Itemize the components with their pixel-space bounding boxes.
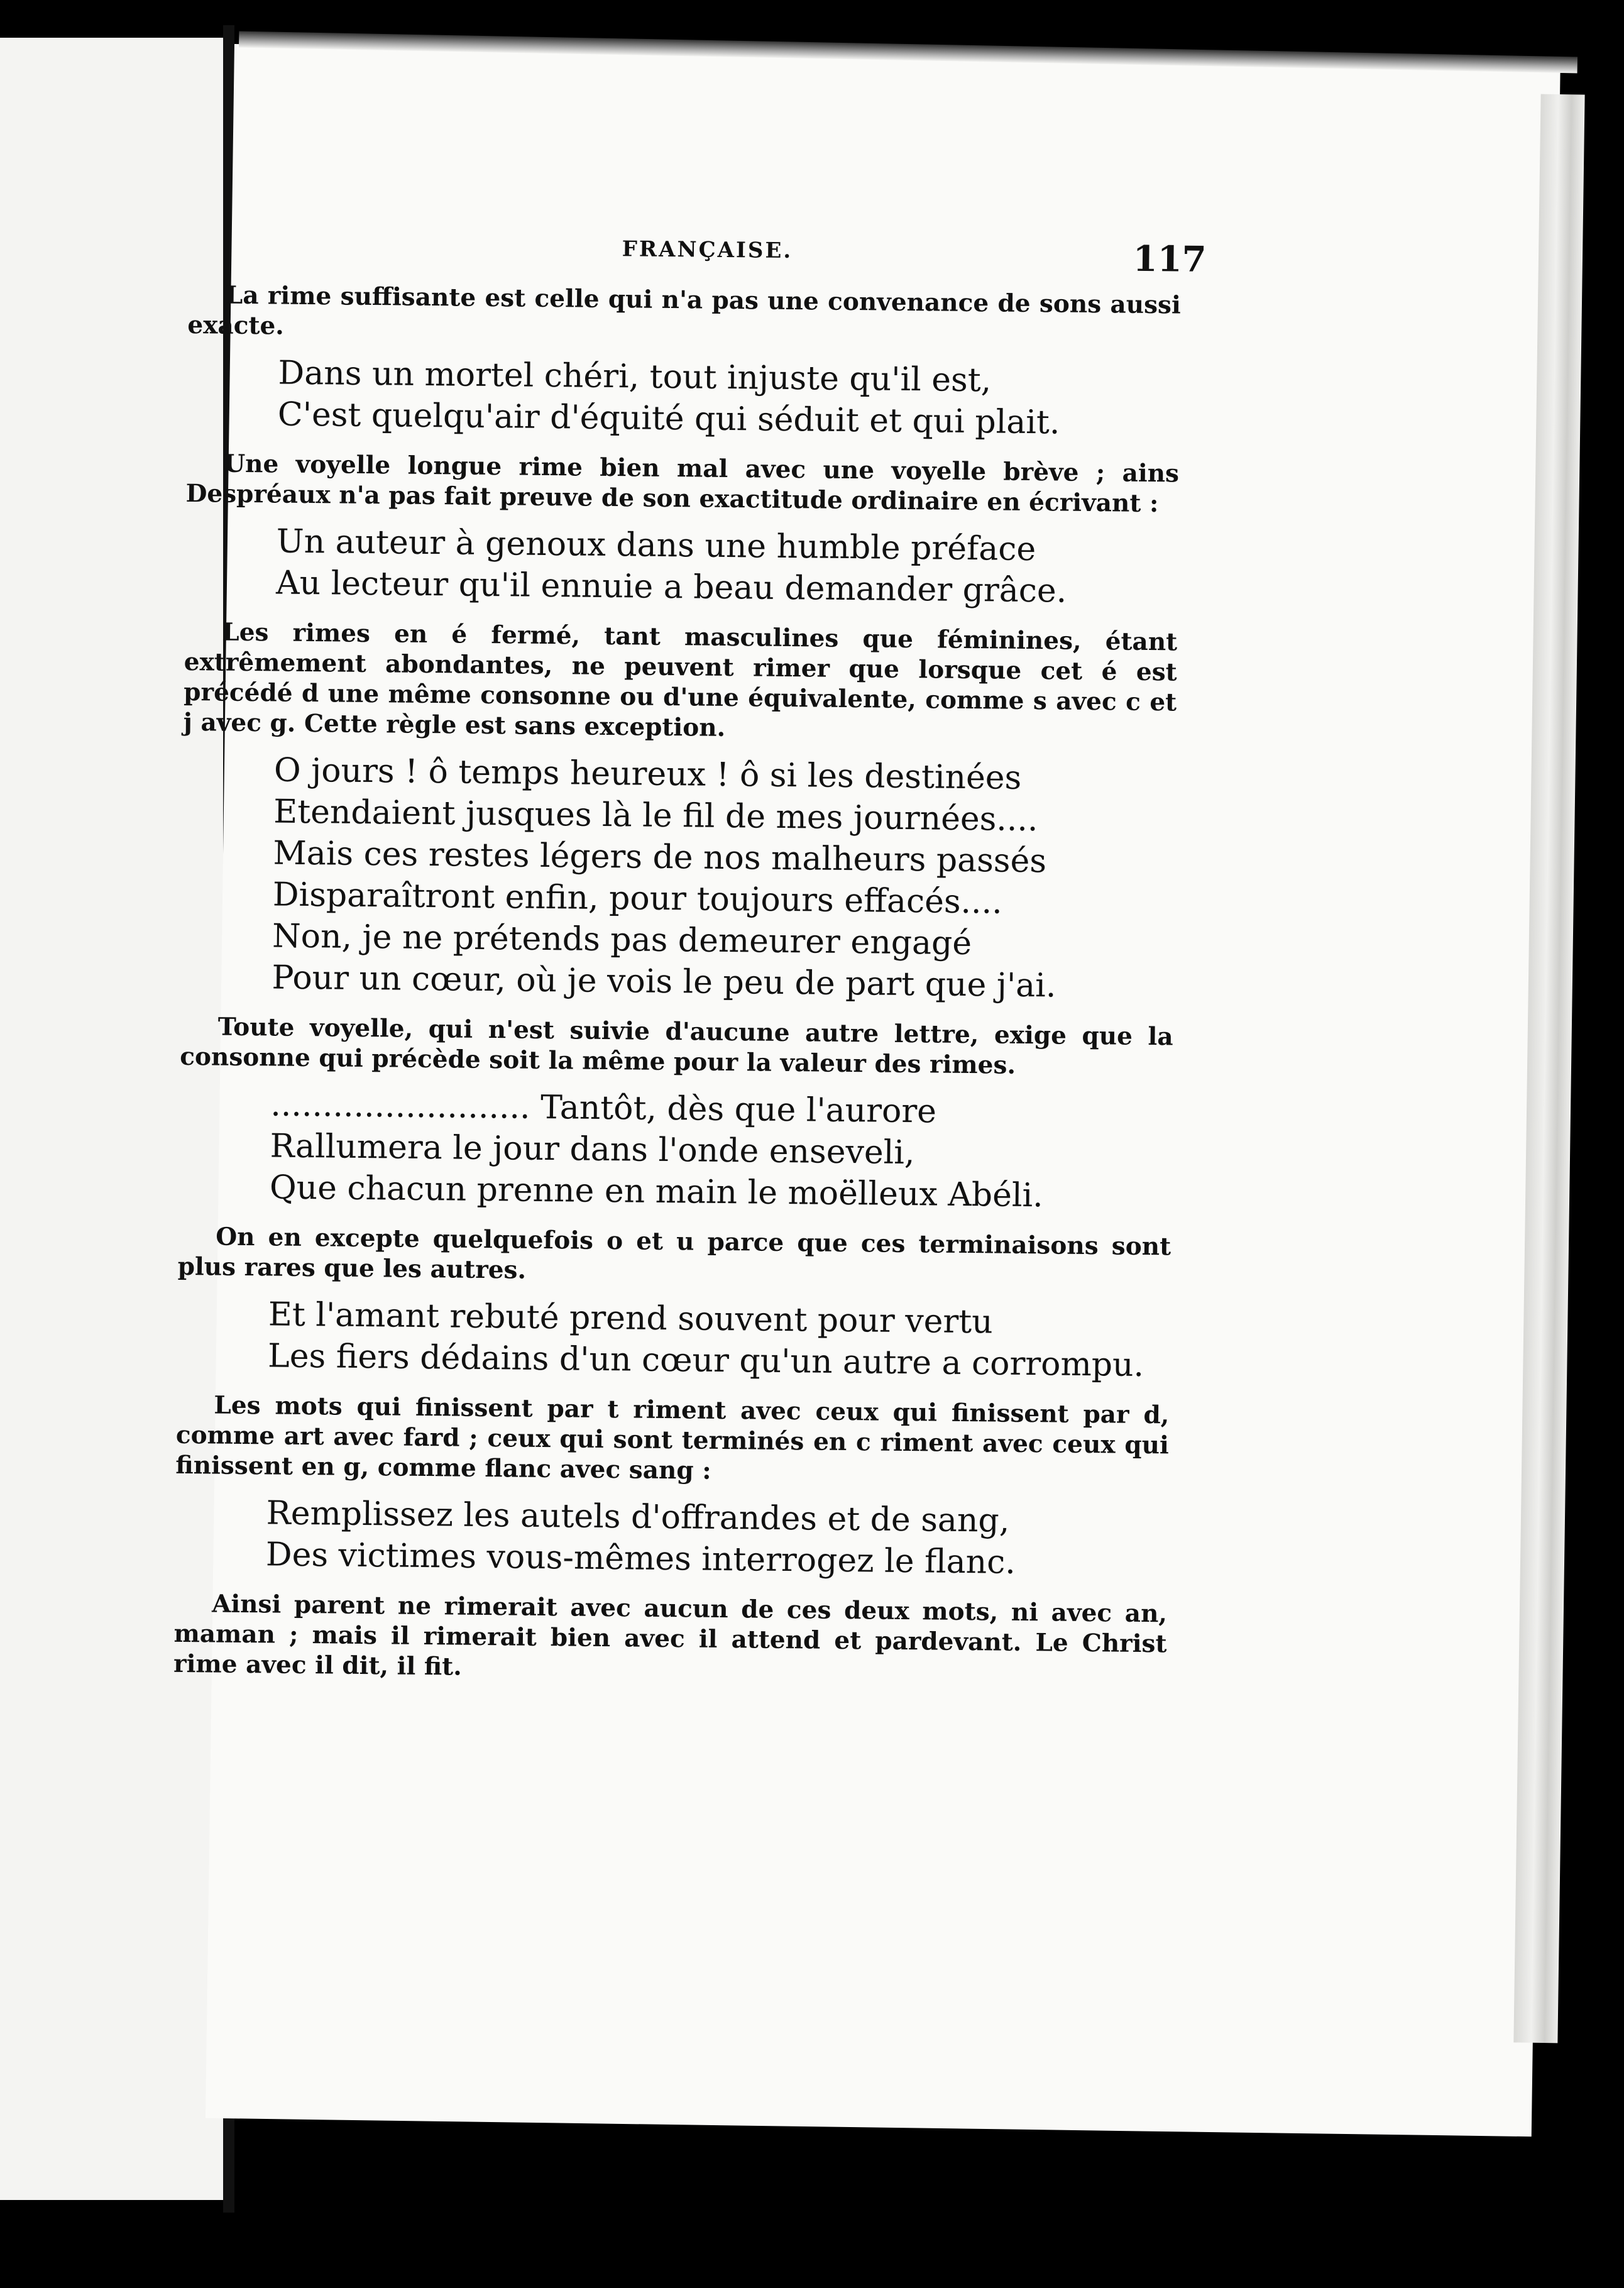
verse-quotation [278, 353, 1180, 445]
page-content [173, 229, 1207, 1697]
verse-line: Pour un cœur, où je vois le peu de part que j'ai. [272, 959, 1056, 1005]
verse-quotation [276, 520, 1178, 613]
verse-line: Remplissez les autels d'offrandes et de sang, [266, 1494, 1010, 1540]
verse-quotation [266, 1492, 1168, 1585]
verse-line: ......................... Tantôt, dès que l'aurore [270, 1086, 937, 1131]
verse-quotation [272, 749, 1176, 1008]
prose-paragraph: Une voyelle longue rime bien mal avec une voyelle brève ; ains Despréaux n'a pas fait preuve de son exactitude ordinaire en écrivant : [185, 449, 1180, 519]
prose-paragraph: La rime suffisante est celle qui n'a pas une convenance de sons aussi exacte. [187, 280, 1182, 341]
verse-line: Disparaîtront enfin, pour toujours effacés.... [272, 876, 1003, 921]
verse-line: Des victimes vous-mêmes interrogez le flanc. [265, 1536, 1016, 1581]
prose-paragraph: On en excepte quelquefois o et u parce que ces terminaisons sont plus rares que les autres. [177, 1222, 1171, 1285]
verse-quotation [270, 1084, 1173, 1218]
verse-line: Mais ces restes légers de nos malheurs passés [273, 834, 1047, 881]
verse-line: O jours ! ô temps heureux ! ô si les destinées [273, 751, 1022, 797]
verse-line: Les fiers dédains d'un cœur qu'un autre a corrompu. [267, 1337, 1144, 1385]
prose-paragraph: Toute voyelle, qui n'est suivie d'aucune autre lettre, exige que la consonne qui précède soit la même pour la valeur des rimes. [179, 1012, 1173, 1080]
prose-paragraph: Les rimes en é fermé, tant masculines que féminines, étant extrêmement abondantes, ne peuvent rimer que lorsque cet é est précédé d une même consonne ou d'une équivalente, comme s avec c et j avec g. Cette règle est sans exception. [183, 617, 1178, 742]
verse-line: Et l'amant rebuté prend souvent pour vertu [268, 1295, 993, 1341]
verse-line: Que chacun prenne en main le moëlleux Abéli. [269, 1169, 1044, 1215]
verse-line: C'est quelqu'air d'équité qui séduit et qui plait. [277, 395, 1060, 442]
page-header [188, 229, 1207, 290]
page-number: 117 [1133, 238, 1207, 280]
verse-quotation [268, 1294, 1170, 1386]
verse-line: Un auteur à genoux dans une humble préface [276, 522, 1036, 569]
verse-line: Etendaient jusques là le fil de mes journées.... [273, 793, 1038, 839]
verse-line: Non, je ne prétends pas demeurer engagé [272, 917, 972, 963]
prose-paragraph: Ainsi parent ne rimerait avec aucun de ces deux mots, ni avec an, maman ; mais il rimerait bien avec il attend et pardevant. Le Christ rime avec il dit, il fit. [173, 1589, 1168, 1681]
running-head: FRANÇAISE. [622, 236, 793, 264]
verse-line: Au lecteur qu'il ennuie a beau demander grâce. [275, 564, 1067, 610]
verse-line: Rallumera le jour dans l'onde enseveli, [270, 1127, 915, 1172]
verse-line: Dans un mortel chéri, tout injuste qu'il est, [278, 354, 992, 400]
body-text [173, 280, 1181, 1689]
prose-paragraph: Les mots qui finissent par t riment avec ceux qui finissent par d, comme art avec fard ; ceux qui sont terminés en c riment avec ceux qui finissent en g, comme flanc avec sang : [175, 1390, 1170, 1485]
